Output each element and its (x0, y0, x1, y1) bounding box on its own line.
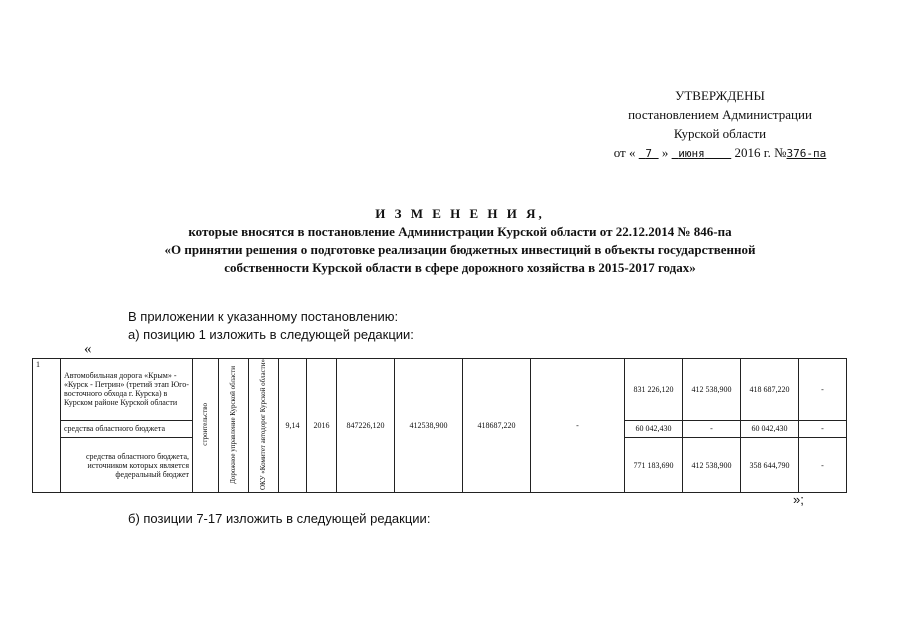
year-cell: 2016 (307, 359, 337, 493)
customer-cell: Дорожное управление Курской области (219, 359, 249, 493)
title-line-2: которые вносятся в постановление Администрации Курской области от 22.12.2014 № 846-па (188, 224, 732, 239)
close-quote: »; (793, 492, 804, 507)
object-name: Автомобильная дорога «Крым» - «Курск - Петрин» (третий этап Юго-восточного обхода г. Курска) в Курском районе Курской области (61, 359, 193, 421)
date-mid: » (661, 145, 669, 160)
document-title (100, 205, 820, 277)
approval-block (600, 86, 840, 163)
row1-y3: - (799, 359, 847, 421)
row3-total: 771 183,690 (625, 438, 683, 493)
approval-line-3: Курской области (673, 126, 767, 141)
dash-cell: - (531, 359, 625, 493)
row2-total: 60 042,430 (625, 420, 683, 438)
developer-cell: ОКУ «Комитет автодорог Курской области» (249, 359, 279, 493)
work-type-cell: строительство (193, 359, 219, 493)
date-day: 7 (645, 147, 652, 160)
row3-label: средства областного бюджета, источником которых является федеральный бюджет (61, 438, 193, 493)
position-table (32, 358, 847, 493)
open-quote: « (84, 341, 92, 357)
item-a-text: а) позицию 1 изложить в следующей редакции: (128, 327, 414, 342)
table-row (33, 359, 847, 421)
row1-total: 831 226,120 (625, 359, 683, 421)
intro-text: В приложении к указанному постановлению: (128, 309, 399, 324)
row2-y1: - (683, 420, 741, 438)
row3-y2: 358 644,790 (741, 438, 799, 493)
approval-line-2: постановлением Администрации (628, 107, 812, 122)
date-prefix: от « (613, 145, 636, 160)
title-line-3: «О принятии решения о подготовке реализации бюджетных инвестиций в объекты государственной (164, 242, 756, 257)
row3-y1: 412 538,900 (683, 438, 741, 493)
document-number: 376-па (786, 147, 827, 160)
cost-total-cell: 847226,120 (337, 359, 395, 493)
approval-heading: УТВЕРЖДЕНЫ (675, 88, 765, 103)
row2-y2: 60 042,430 (741, 420, 799, 438)
approval-date (600, 143, 840, 163)
date-year: 2016 г. № (734, 145, 787, 160)
title-line-4: собственности Курской области в сфере дорожного хозяйства в 2015-2017 годах» (224, 260, 696, 275)
cost-a-cell: 412538,900 (395, 359, 463, 493)
row1-y2: 418 687,220 (741, 359, 799, 421)
row1-y1: 412 538,900 (683, 359, 741, 421)
cost-b-cell: 418687,220 (463, 359, 531, 493)
position-number: 1 (33, 359, 61, 493)
row2-label: средства областного бюджета (61, 420, 193, 438)
item-b-text: б) позиции 7-17 изложить в следующей редакции: (128, 511, 431, 526)
row2-y3: - (799, 420, 847, 438)
length-cell: 9,14 (279, 359, 307, 493)
title-word: И З М Е Н Е Н И Я, (375, 206, 545, 221)
date-month: июня (678, 147, 705, 160)
row3-y3: - (799, 438, 847, 493)
